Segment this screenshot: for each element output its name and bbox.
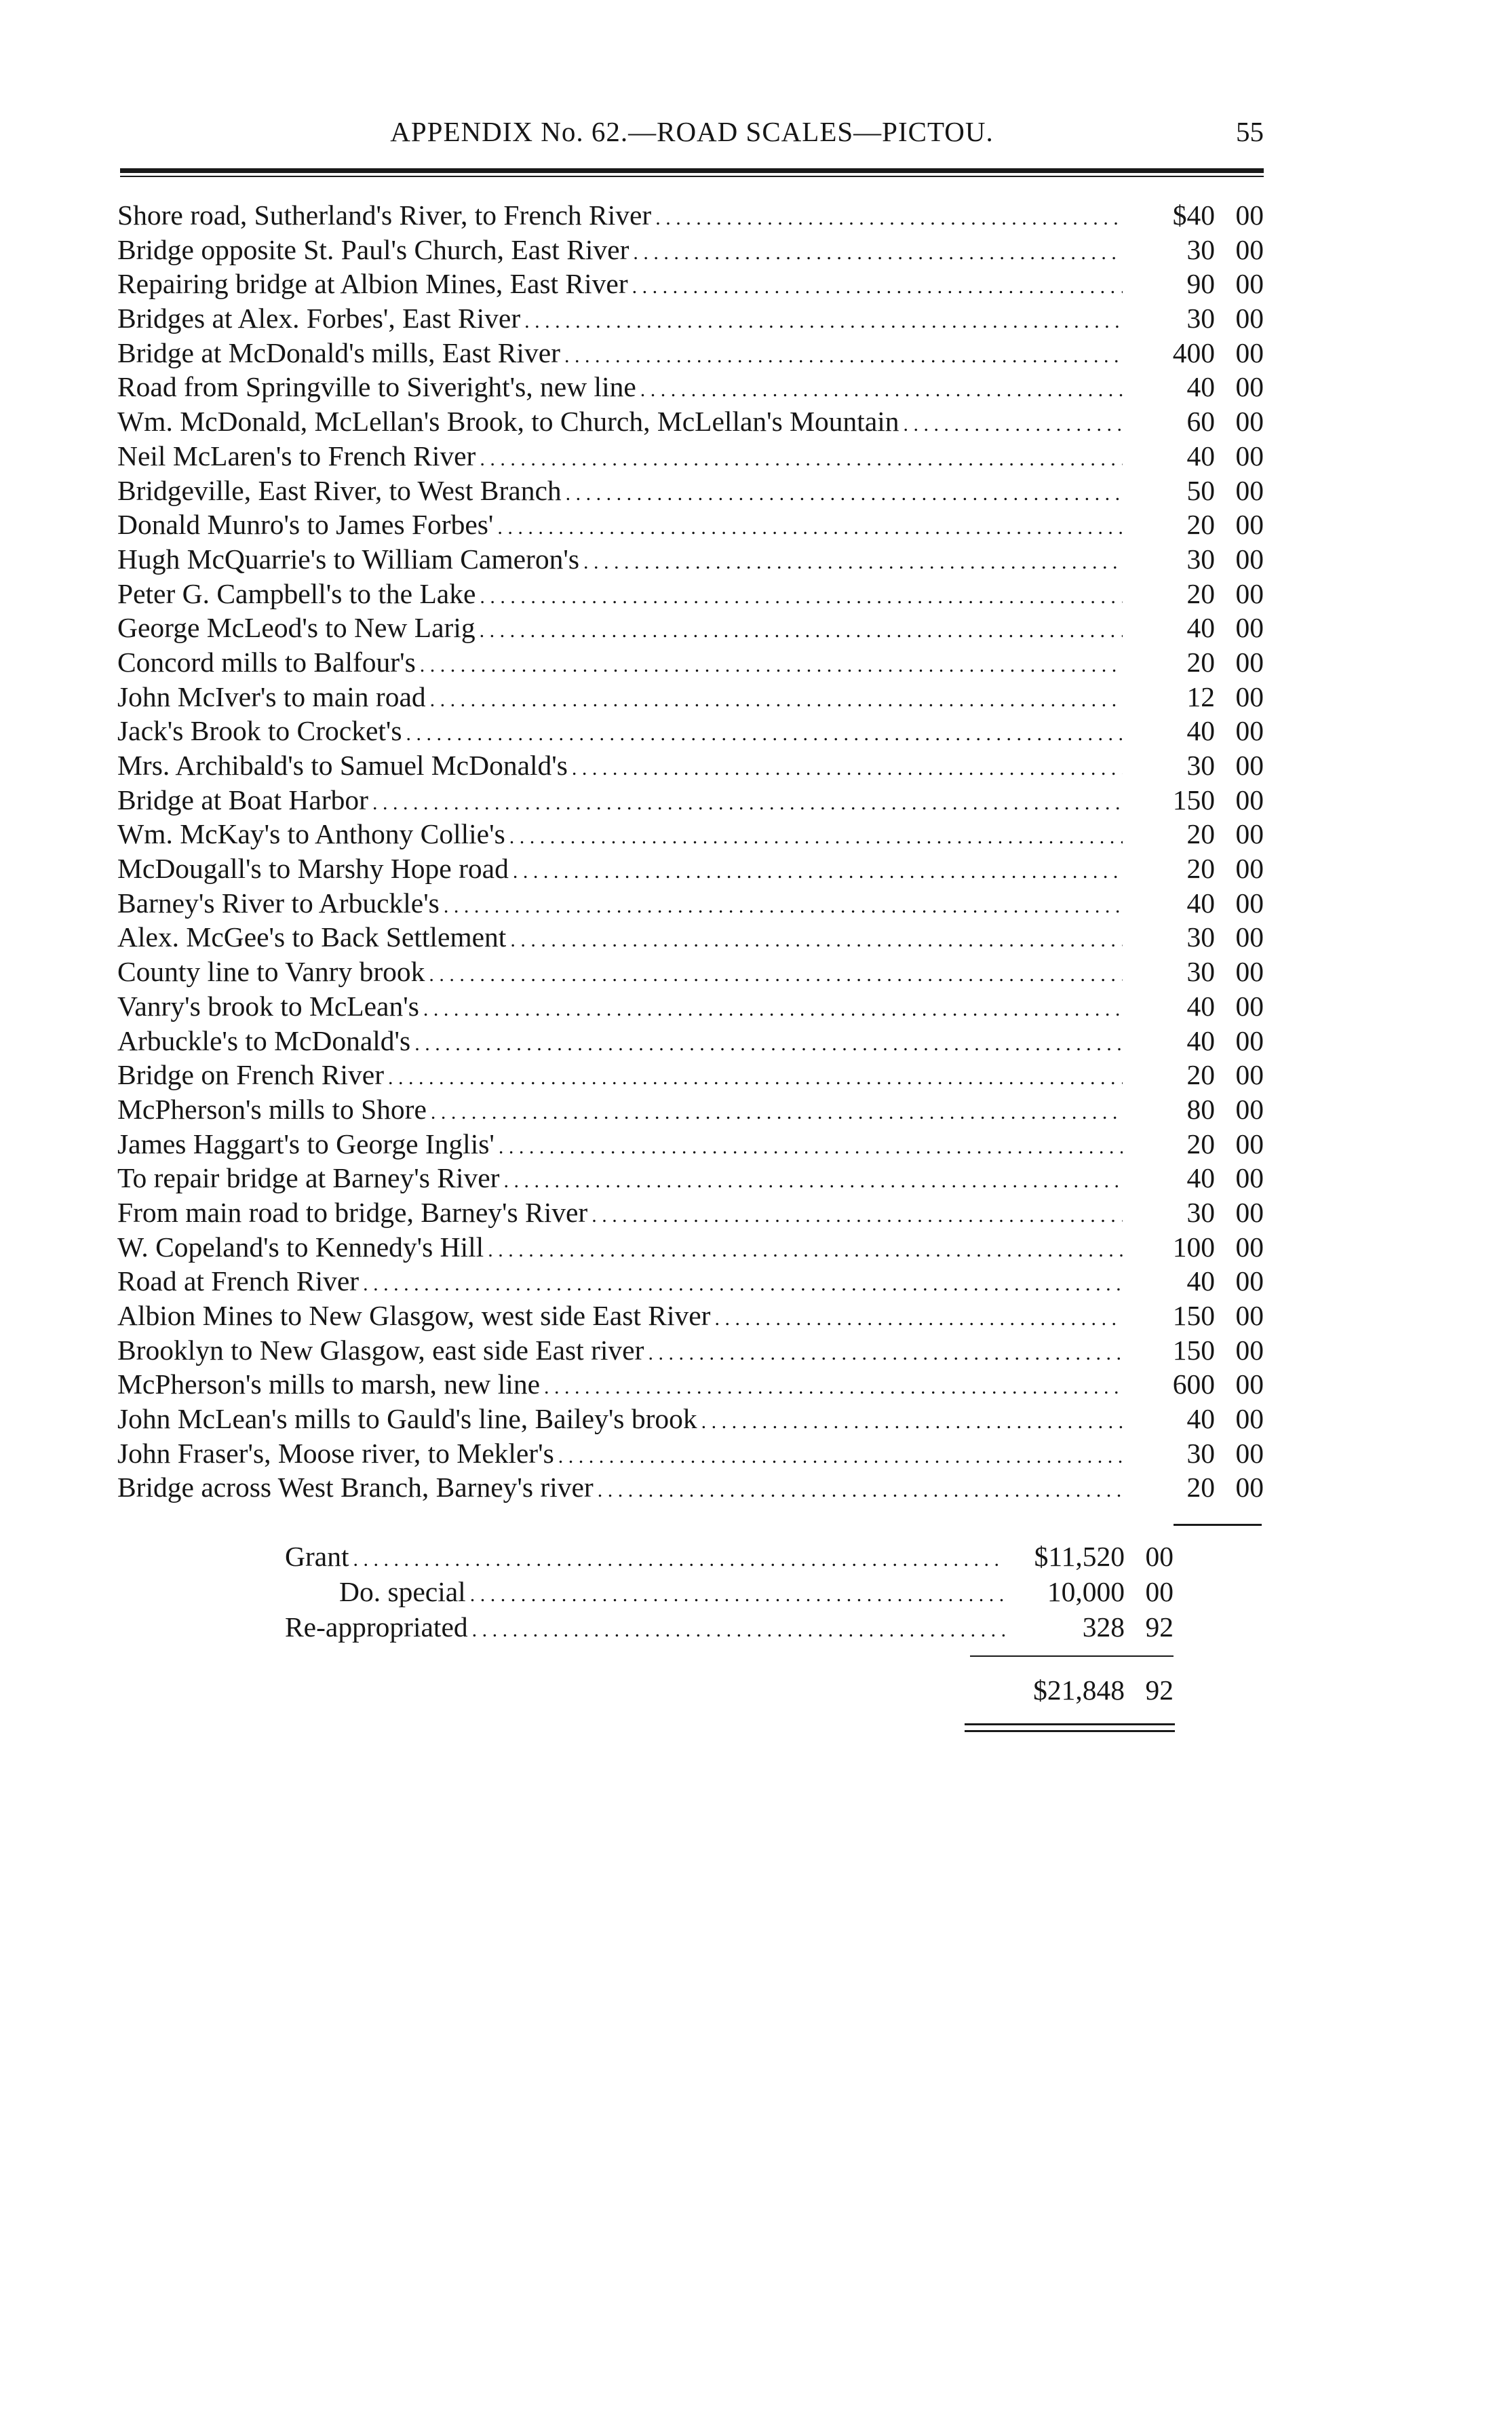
dot-leader xyxy=(558,1440,1123,1474)
total-rule-top xyxy=(970,1655,1174,1657)
entry-row xyxy=(117,577,1264,611)
dot-leader xyxy=(372,786,1123,821)
entry-dollars: 30 xyxy=(1186,956,1215,988)
entry-cents: 00 xyxy=(1235,233,1264,265)
entry-label: John Fraser's, Moose river, to Mekler's xyxy=(117,1437,554,1469)
dot-leader xyxy=(480,580,1123,615)
entry-dollars: 40 xyxy=(1186,990,1215,1022)
grand-total-dollars: $21,848 xyxy=(1033,1674,1125,1706)
entry-dollars: 30 xyxy=(1186,921,1215,953)
entry-label: Bridgeville, East River, to West Branch xyxy=(117,474,562,506)
entry-cents: 00 xyxy=(1235,474,1264,506)
entry-row xyxy=(117,1367,1264,1402)
entry-label: McPherson's mills to Shore xyxy=(117,1093,427,1125)
entry-dollars: 30 xyxy=(1186,543,1215,575)
entry-dollars: 80 xyxy=(1186,1093,1215,1125)
entry-cents: 00 xyxy=(1235,509,1264,541)
entry-row xyxy=(117,1264,1264,1299)
entry-row xyxy=(117,1161,1264,1195)
special-row xyxy=(285,1574,1174,1609)
dot-leader xyxy=(470,1577,1005,1613)
entry-cents: 00 xyxy=(1235,1196,1264,1228)
entry-cents: 00 xyxy=(1235,680,1264,712)
entry-cents: 00 xyxy=(1235,1024,1264,1056)
dot-leader xyxy=(497,511,1123,545)
entry-label: Peter G. Campbell's to the Lake xyxy=(117,577,476,609)
dot-leader xyxy=(632,270,1123,305)
entry-dollars: 150 xyxy=(1172,1300,1215,1331)
entry-row xyxy=(117,1092,1264,1127)
entry-label: Bridge at Boat Harbor xyxy=(117,784,368,816)
entry-label: Mrs. Archibald's to Samuel McDonald's xyxy=(117,750,568,781)
entry-row xyxy=(117,714,1264,748)
subtotal-rule xyxy=(1174,1524,1262,1526)
entry-row xyxy=(117,1402,1264,1436)
page-title: APPENDIX No. 62.—ROAD SCALES—PICTOU. xyxy=(390,116,994,147)
entry-cents: 00 xyxy=(1235,1403,1264,1435)
entry-dollars: 30 xyxy=(1186,303,1215,334)
entry-row xyxy=(117,1127,1264,1162)
entry-row xyxy=(117,1299,1264,1333)
dot-leader xyxy=(640,373,1123,408)
entry-dollars: 40 xyxy=(1186,1403,1215,1435)
entry-cents: 00 xyxy=(1235,337,1264,368)
entry-row xyxy=(117,507,1264,542)
entry-row xyxy=(117,1333,1264,1368)
entry-dollars: 50 xyxy=(1186,474,1215,506)
entry-cents: 00 xyxy=(1235,1437,1264,1469)
entry-label: McPherson's mills to marsh, new line xyxy=(117,1368,541,1400)
entry-label: James Haggart's to George Inglis' xyxy=(117,1128,495,1159)
entry-dollars: 90 xyxy=(1186,268,1215,300)
dot-leader xyxy=(648,1337,1123,1371)
dot-leader xyxy=(503,1164,1123,1199)
dot-leader xyxy=(499,1130,1123,1165)
entry-label: Road from Springville to Siveright's, new line xyxy=(117,371,636,403)
entry-label: Vanry's brook to McLean's xyxy=(117,990,419,1022)
dot-leader xyxy=(564,339,1123,374)
entry-cents: 00 xyxy=(1235,1162,1264,1194)
dot-leader xyxy=(488,1233,1123,1268)
entry-row xyxy=(117,1195,1264,1230)
entry-label: Donald Munro's to James Forbes' xyxy=(117,509,494,541)
entry-cents: 00 xyxy=(1235,268,1264,300)
entry-cents: 00 xyxy=(1235,1265,1264,1297)
entry-cents: 00 xyxy=(1235,853,1264,885)
entry-cents: 00 xyxy=(1235,1472,1264,1503)
dot-leader xyxy=(572,752,1123,786)
entry-dollars: 20 xyxy=(1186,1128,1215,1159)
entry-row xyxy=(117,439,1264,474)
dot-leader xyxy=(513,855,1123,889)
entry-dollars: 100 xyxy=(1172,1231,1215,1263)
dot-leader xyxy=(714,1302,1123,1337)
entry-label: Bridges at Alex. Forbes', East River xyxy=(117,303,521,334)
dot-leader xyxy=(388,1061,1123,1096)
reappropriated-label: Re-appropriated xyxy=(285,1611,468,1643)
entry-cents: 00 xyxy=(1235,406,1264,438)
entry-dollars: 150 xyxy=(1172,784,1215,816)
entry-dollars: 20 xyxy=(1186,1059,1215,1091)
entry-label: George McLeod's to New Larig xyxy=(117,612,476,644)
entry-cents: 00 xyxy=(1235,1128,1264,1159)
entry-dollars: 20 xyxy=(1186,509,1215,541)
entry-cents: 00 xyxy=(1235,646,1264,678)
entry-dollars: 20 xyxy=(1186,577,1215,609)
dot-leader xyxy=(429,958,1123,993)
entry-row xyxy=(117,851,1264,886)
entry-label: Bridge opposite St. Paul's Church, East River xyxy=(117,233,629,265)
special-label: Do. special xyxy=(339,1576,466,1607)
entry-row xyxy=(117,817,1264,851)
entry-row xyxy=(117,783,1264,818)
entry-cents: 00 xyxy=(1235,784,1264,816)
entry-dollars: 20 xyxy=(1186,646,1215,678)
entry-row xyxy=(117,301,1264,336)
double-rule-lower xyxy=(965,1730,1175,1732)
entry-cents: 00 xyxy=(1235,956,1264,988)
dot-leader xyxy=(406,717,1123,752)
grand-total-cents: 92 xyxy=(1145,1674,1174,1706)
entry-cents: 00 xyxy=(1235,371,1264,403)
entry-row xyxy=(117,1058,1264,1092)
entry-dollars: 20 xyxy=(1186,818,1215,850)
page-header xyxy=(120,115,1264,153)
entry-row xyxy=(117,404,1264,439)
dot-leader xyxy=(480,614,1123,649)
entry-dollars: 40 xyxy=(1186,1024,1215,1056)
grant-cents: 00 xyxy=(1145,1541,1174,1572)
entry-label: Shore road, Sutherland's River, to French River xyxy=(117,199,652,231)
entry-label: County line to Vanry brook xyxy=(117,956,425,988)
entry-label: Brooklyn to New Glasgow, east side East river xyxy=(117,1334,644,1366)
entry-row xyxy=(117,474,1264,508)
reappropriated-row xyxy=(285,1609,1174,1645)
entry-label: Repairing bridge at Albion Mines, East River xyxy=(117,268,628,300)
entry-label: W. Copeland's to Kennedy's Hill xyxy=(117,1231,484,1263)
entry-dollars: 20 xyxy=(1186,1472,1215,1503)
entry-cents: 00 xyxy=(1235,577,1264,609)
entry-cents: 00 xyxy=(1235,543,1264,575)
entry-cents: 00 xyxy=(1235,612,1264,644)
page-number: 55 xyxy=(1236,116,1264,147)
dot-leader xyxy=(472,1613,1005,1648)
entry-label: Road at French River xyxy=(117,1265,360,1297)
entry-dollars: 600 xyxy=(1172,1368,1215,1400)
entry-cents: 00 xyxy=(1235,715,1264,747)
entry-dollars: 40 xyxy=(1186,887,1215,919)
entry-dollars: 40 xyxy=(1186,371,1215,403)
entry-row xyxy=(117,920,1264,955)
dot-leader xyxy=(904,408,1123,442)
entry-dollars: 30 xyxy=(1186,233,1215,265)
dot-leader xyxy=(431,1096,1123,1130)
dot-leader xyxy=(655,202,1123,236)
entry-row xyxy=(117,1470,1264,1505)
header-rule-thin xyxy=(120,176,1264,177)
entry-row xyxy=(117,645,1264,680)
entry-row xyxy=(117,748,1264,783)
entry-cents: 00 xyxy=(1235,921,1264,953)
entry-cents: 00 xyxy=(1235,440,1264,472)
entry-label: Arbuckle's to McDonald's xyxy=(117,1024,411,1056)
entry-label: Alex. McGee's to Back Settlement xyxy=(117,921,507,953)
dot-leader xyxy=(598,1474,1123,1508)
dot-leader xyxy=(480,442,1123,477)
entry-label: Bridge on French River xyxy=(117,1059,385,1091)
special-dollars: 10,000 xyxy=(1047,1576,1125,1607)
grant-label: Grant xyxy=(285,1541,349,1572)
entry-cents: 00 xyxy=(1235,818,1264,850)
entry-label: Albion Mines to New Glasgow, west side East River xyxy=(117,1300,711,1331)
entry-row xyxy=(117,886,1264,921)
entry-label: To repair bridge at Barney's River xyxy=(117,1162,500,1194)
entry-row xyxy=(117,989,1264,1024)
dot-leader xyxy=(592,1199,1123,1233)
dot-leader xyxy=(544,1370,1123,1405)
entry-dollars: 40 xyxy=(1186,440,1215,472)
entry-dollars: 40 xyxy=(1186,715,1215,747)
reappropriated-cents: 92 xyxy=(1145,1611,1174,1643)
entry-cents: 00 xyxy=(1235,1368,1264,1400)
entry-dollars: 150 xyxy=(1172,1334,1215,1366)
entry-cents: 00 xyxy=(1235,303,1264,334)
entry-cents: 00 xyxy=(1235,199,1264,231)
entry-dollars: 12 xyxy=(1186,680,1215,712)
entry-dollars: 30 xyxy=(1186,1196,1215,1228)
entry-cents: 00 xyxy=(1235,887,1264,919)
entry-label: Jack's Brook to Crocket's xyxy=(117,715,402,747)
entry-label: Wm. McDonald, McLellan's Brook, to Church, McLellan's Mountain xyxy=(117,406,899,438)
entry-row xyxy=(117,370,1264,404)
entry-dollars: 30 xyxy=(1186,750,1215,781)
entry-label: Wm. McKay's to Anthony Collie's xyxy=(117,818,505,850)
dot-leader xyxy=(430,683,1123,718)
dot-leader xyxy=(363,1267,1123,1302)
grant-row xyxy=(285,1539,1174,1574)
entry-cents: 00 xyxy=(1235,750,1264,781)
entry-row xyxy=(117,198,1264,233)
dot-leader xyxy=(524,305,1123,339)
entry-cents: 00 xyxy=(1235,990,1264,1022)
dot-leader xyxy=(353,1542,1006,1577)
entry-label: John McIver's to main road xyxy=(117,680,426,712)
dot-leader xyxy=(633,236,1123,271)
entry-dollars: 40 xyxy=(1186,1265,1215,1297)
entry-row xyxy=(117,680,1264,714)
entry-cents: 00 xyxy=(1235,1059,1264,1091)
entry-row xyxy=(117,336,1264,370)
entry-cents: 00 xyxy=(1235,1231,1264,1263)
entry-dollars: 40 xyxy=(1186,1162,1215,1194)
entry-label: Neil McLaren's to French River xyxy=(117,440,476,472)
double-rule-upper xyxy=(965,1723,1175,1725)
dot-leader xyxy=(423,993,1123,1027)
dot-leader xyxy=(414,1027,1123,1062)
entry-label: Bridge at McDonald's mills, East River xyxy=(117,337,560,368)
entry-label: Concord mills to Balfour's xyxy=(117,646,416,678)
dot-leader xyxy=(509,820,1123,855)
entry-label: Bridge across West Branch, Barney's river xyxy=(117,1472,594,1503)
entry-row xyxy=(117,542,1264,577)
entry-cents: 00 xyxy=(1235,1300,1264,1331)
reappropriated-dollars: 328 xyxy=(1082,1611,1125,1643)
entry-dollars: $40 xyxy=(1172,199,1215,231)
entry-dollars: 60 xyxy=(1186,406,1215,438)
dot-leader xyxy=(566,477,1123,512)
dot-leader xyxy=(583,545,1123,580)
special-cents: 00 xyxy=(1145,1576,1174,1607)
entry-row xyxy=(117,611,1264,645)
entry-dollars: 30 xyxy=(1186,1437,1215,1469)
dot-leader xyxy=(701,1405,1123,1440)
entry-cents: 00 xyxy=(1235,1093,1264,1125)
entry-row xyxy=(117,1436,1264,1471)
entry-label: Barney's River to Arbuckle's xyxy=(117,887,440,919)
entry-row xyxy=(117,1024,1264,1058)
entry-label: From main road to bridge, Barney's River xyxy=(117,1196,588,1228)
entry-cents: 00 xyxy=(1235,1334,1264,1366)
dot-leader xyxy=(444,889,1123,924)
entry-dollars: 20 xyxy=(1186,853,1215,885)
entry-label: McDougall's to Marshy Hope road xyxy=(117,853,509,885)
header-rule-thick xyxy=(120,168,1264,173)
entry-row xyxy=(117,955,1264,989)
entry-dollars: 400 xyxy=(1172,337,1215,368)
dot-leader xyxy=(510,923,1123,958)
entry-dollars: 40 xyxy=(1186,612,1215,644)
entry-row xyxy=(117,233,1264,267)
entry-row xyxy=(117,1230,1264,1265)
totals-block xyxy=(285,1539,1174,1645)
entry-label: John McLean's mills to Gauld's line, Bailey's brook xyxy=(117,1403,697,1435)
road-scale-entries xyxy=(117,198,1264,1505)
entry-row xyxy=(117,267,1264,301)
entry-label: Hugh McQuarrie's to William Cameron's xyxy=(117,543,580,575)
dot-leader xyxy=(420,649,1123,683)
grand-total-row xyxy=(970,1672,1174,1708)
grant-dollars: $11,520 xyxy=(1034,1541,1125,1572)
